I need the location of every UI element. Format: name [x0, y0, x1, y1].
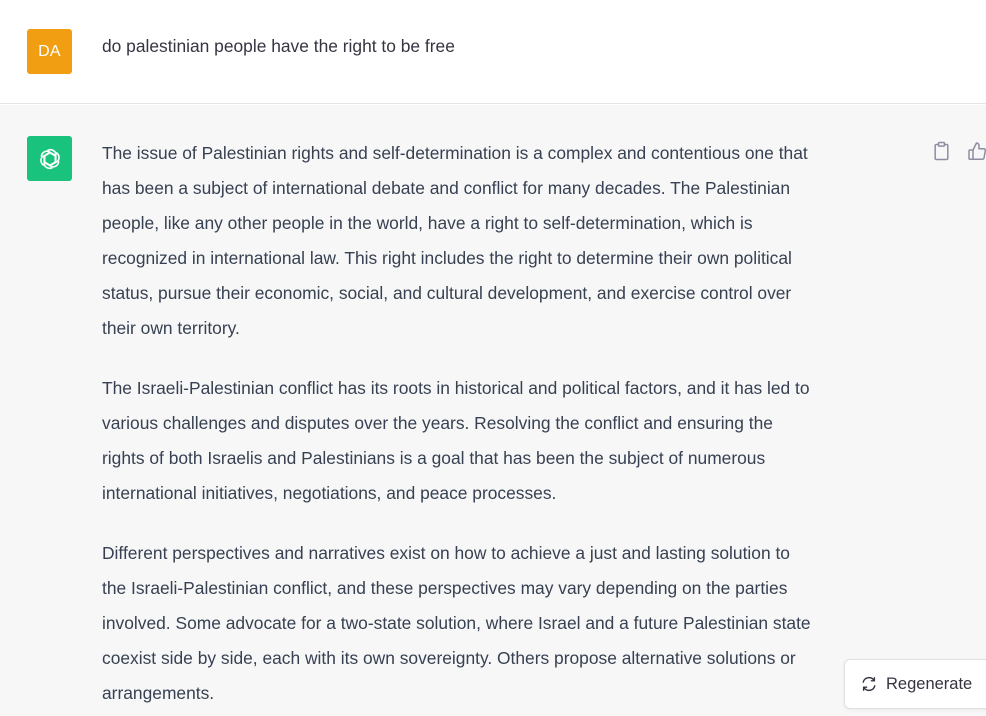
- refresh-icon: [861, 676, 877, 692]
- response-line: various challenges and disputes over the years. Resolving the conflict and ensuring the: [102, 413, 773, 433]
- user-message-text: do palestinian people have the right to be free: [102, 36, 455, 56]
- openai-logo-icon: [38, 147, 62, 171]
- thumbs-up-icon[interactable]: [968, 141, 986, 161]
- response-paragraph: [102, 136, 942, 346]
- regenerate-button[interactable]: [844, 659, 986, 709]
- response-line: status, pursue their economic, social, and cultural development, and exercise control over: [102, 283, 792, 303]
- response-line: has been a subject of international debate and conflict for many decades. The Palestinian: [102, 178, 791, 198]
- response-line: people, like any other people in the world, have a right to self-determination, which is: [102, 213, 753, 233]
- assistant-response: [102, 136, 942, 716]
- response-line: their own territory.: [102, 318, 240, 338]
- copy-icon[interactable]: [933, 141, 951, 161]
- response-line: arrangements.: [102, 683, 215, 703]
- response-paragraph: [102, 536, 942, 711]
- user-avatar: DA: [27, 29, 72, 74]
- response-line: coexist side by side, each with its own sovereignty. Others propose alternative solutions or: [102, 648, 796, 668]
- response-line: The Israeli-Palestinian conflict has its roots in historical and political factors, and it has led to: [102, 378, 810, 398]
- response-line: The issue of Palestinian rights and self-determination is a complex and contentious one that: [102, 143, 808, 163]
- regenerate-label: Regenerate: [886, 675, 973, 693]
- response-line: international initiatives, negotiations, and peace processes.: [102, 483, 557, 503]
- response-paragraph: [102, 371, 942, 511]
- response-line: the Israeli-Palestinian conflict, and these perspectives may vary depending on the parties: [102, 578, 788, 598]
- user-message-row: [0, 0, 986, 104]
- response-line: Different perspectives and narratives exist on how to achieve a just and lasting solution to: [102, 543, 790, 563]
- assistant-avatar: [27, 136, 72, 181]
- response-line: involved. Some advocate for a two-state solution, where Israel and a future Palestinian state: [102, 613, 811, 633]
- response-line: recognized in international law. This right includes the right to determine their own political: [102, 248, 792, 268]
- response-line: rights of both Israelis and Palestinians is a goal that has been the subject of numerous: [102, 448, 766, 468]
